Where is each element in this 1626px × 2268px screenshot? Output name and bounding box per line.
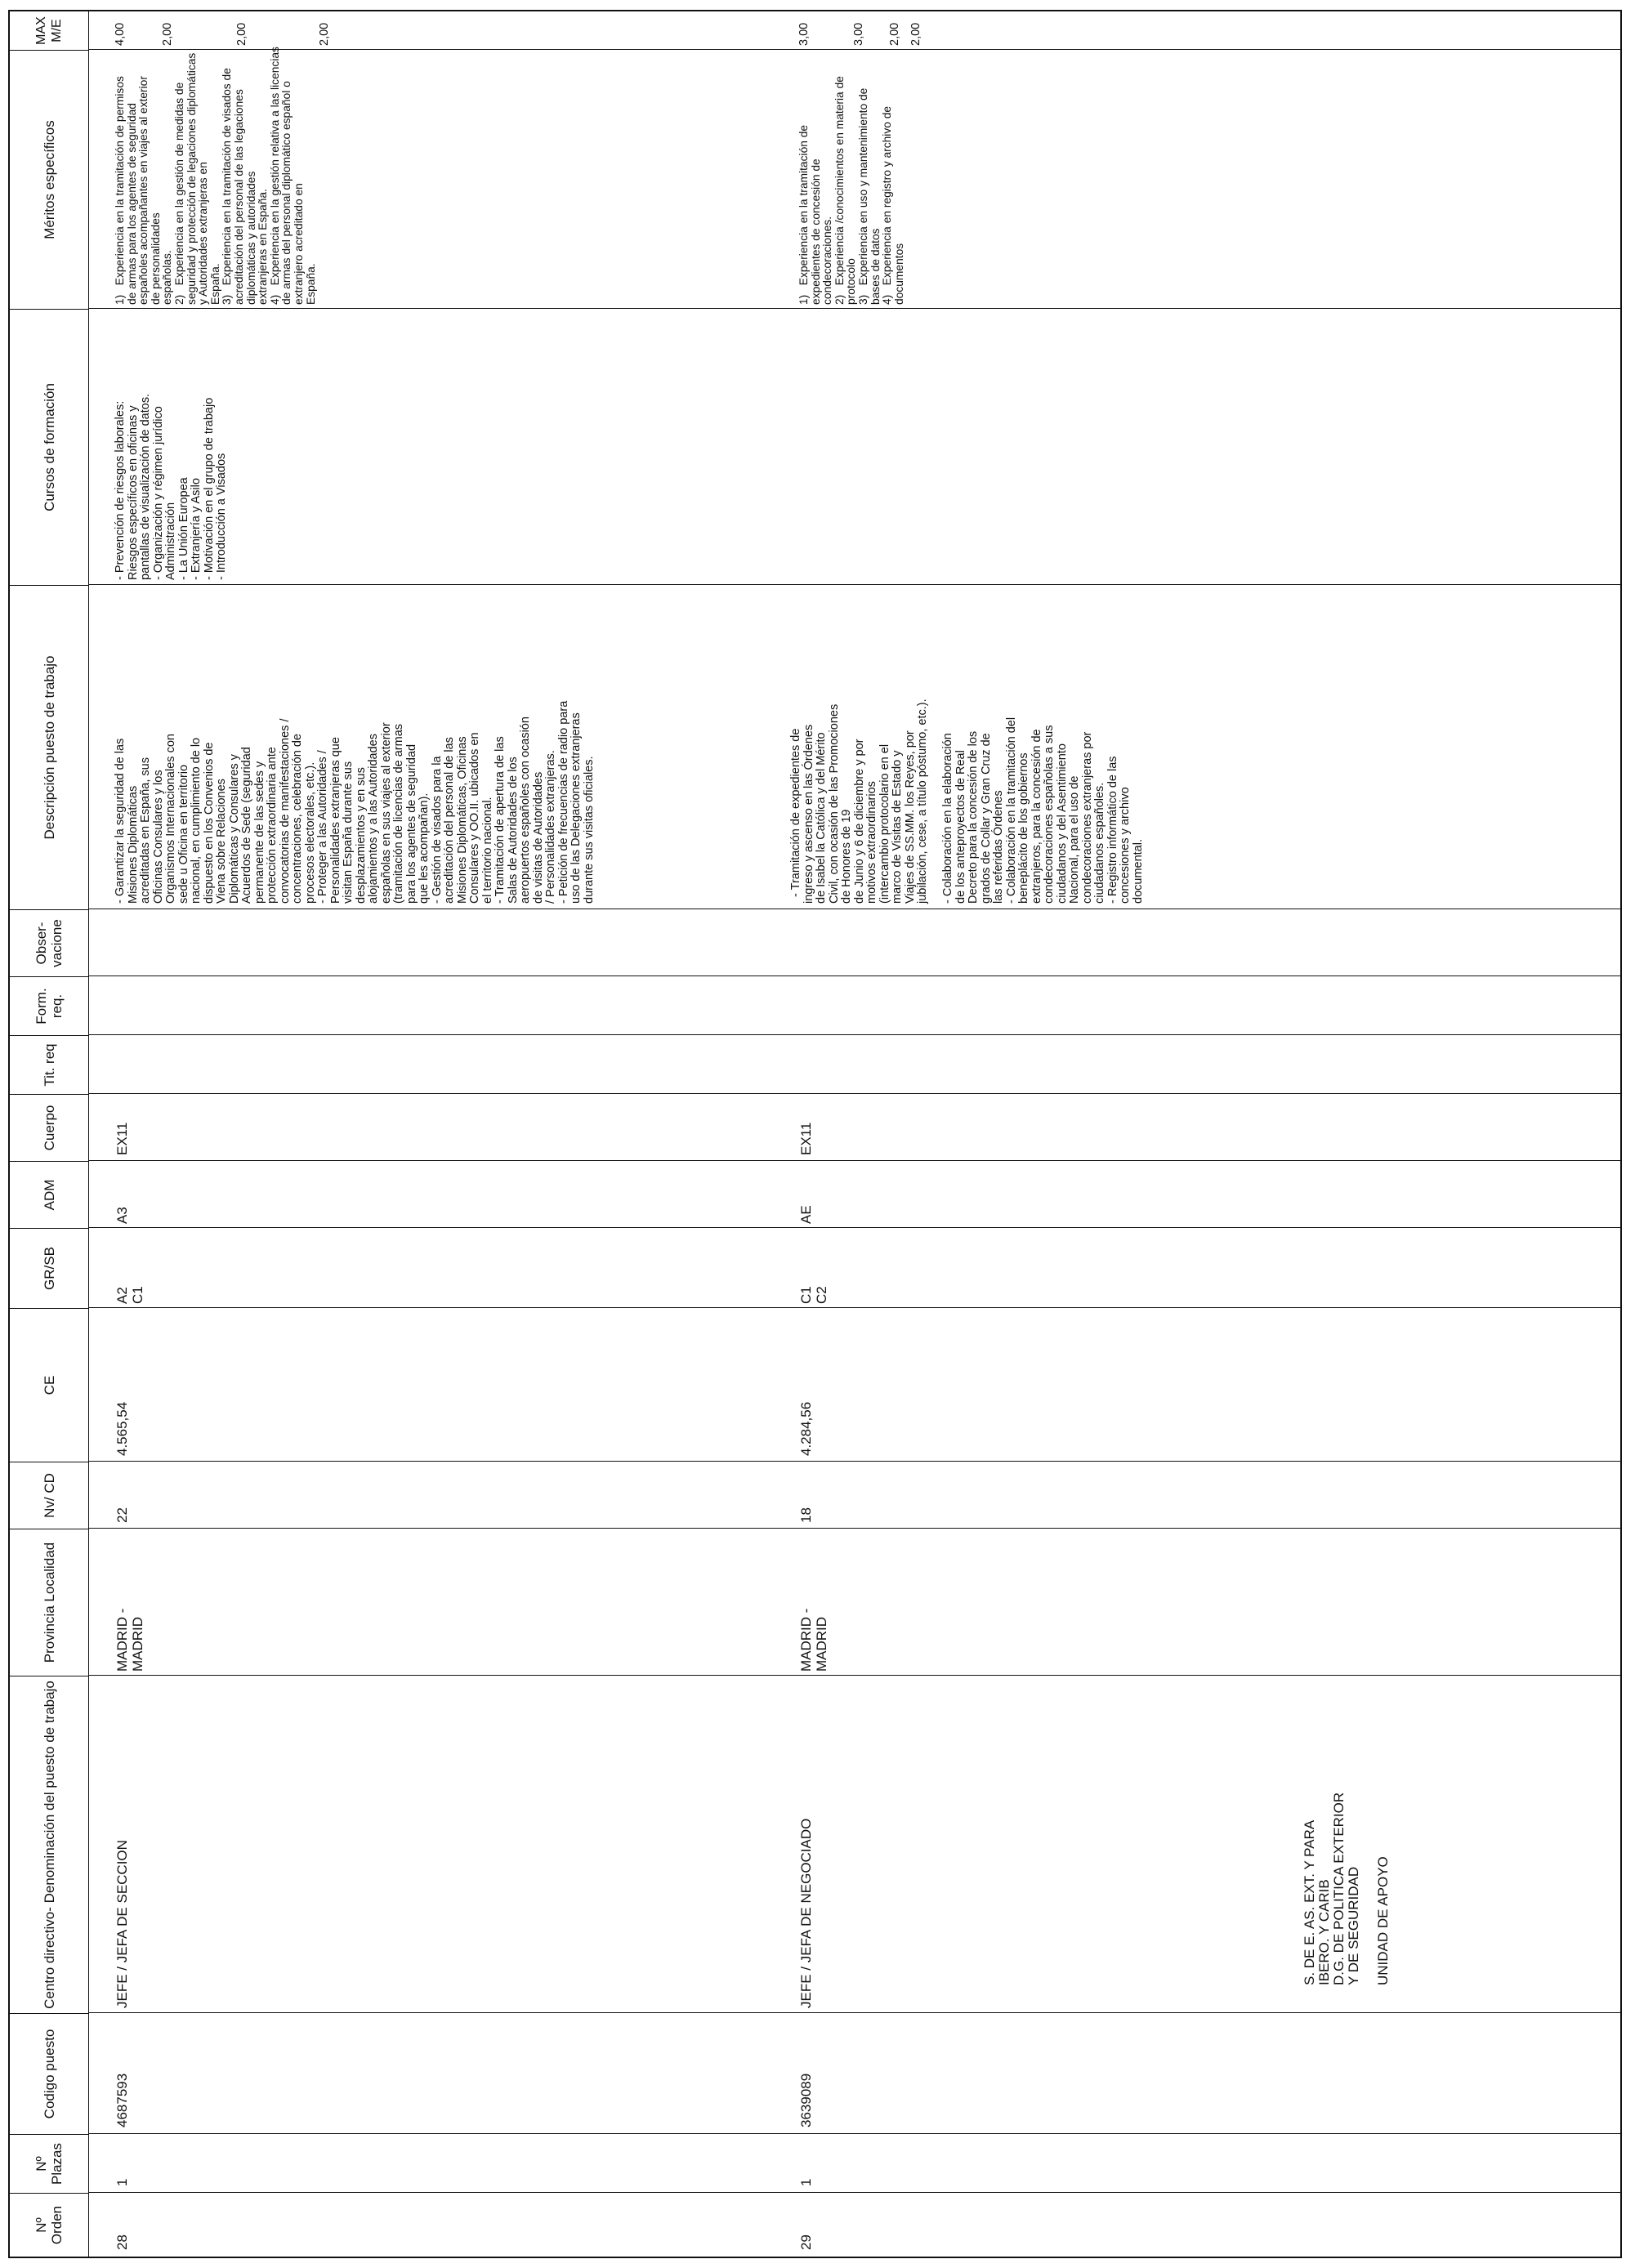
row28-plazas: 1	[114, 2178, 130, 2186]
row28-descripcion: - Garantizar la seguridad de las Misiones Diplomáticas acreditadas en España, sus Oficinas Consulares y los Organismos Internacionales con sede u Oficina en territorio nacional, en cumplimiento de lo dispuesto en los Convenios de Viena sobre Relaciones Diplomáticas y Consulares y Acuerdos de Sede (seguridad permanente de las sedes y protección extraordinaria ante convocatorias de manifestaciones / concentraciones, celebración de procesos electorales, etc.). - Proteger a las Autoridades / Personalidades extranjeras que visitan España durante sus desplazamientos y en sus alojamientos y a las Autoridades españolas en sus viajes al exterior (tramitación de licencias de armas para los agentes de seguridad que les acompañan). - Gestión de visados para la acreditación del personal de las Misiones Diplomáticas, Oficinas Consulares y OO.II. ubicados en el territorio nacional. - Tramitación de apertura de las Salas de Autoridades de los aeropuertos españoles con ocasión de visitas de Autoridades / Personalidades extranjeras. - Petición de frecuencias de radio para uso de las Delegaciones extranjeras durante sus visitas oficiales.	[114, 700, 596, 904]
row28-meritos: 1) Experiencia en la tramitación de permisos de armas para los agentes de seguridad españoles acompañantes en viajes al exterior de personalidades españolas. 2) Experiencia en la gestión de medidas de seguridad y protección de legaciones diplomáticas y Autoridades extranjeras en España. 3) Experiencia en la tramitación de visados de acreditación del personal de las legaciones diplomáticas y autoridades extranjeras en España. 4) Experiencia en la gestión relativa a las licencias de armas del personal diplomático español o extranjero acreditado en España.	[114, 47, 317, 305]
row29-codigo: 3639089	[798, 2073, 814, 2127]
col-divider	[88, 2192, 1620, 2193]
row28-grupo: A2 C1	[114, 1286, 145, 1304]
row29-max-1: 3,00	[797, 22, 811, 46]
header-codigo: Codigo puesto	[10, 2013, 88, 2134]
header-meritos: Méritos específicos	[10, 50, 88, 309]
row29-grupo: C1 C2	[798, 1286, 829, 1304]
header-ce: CE	[10, 1308, 88, 1462]
header-observaciones: Obser- vacione	[10, 909, 88, 976]
header-descripcion: Descripción puesto de trabajo	[10, 585, 88, 909]
unit-line-5: UNIDAD DE APOYO	[1375, 1856, 1391, 1985]
row28-denominacion: JEFE / JEFA DE SECCION	[114, 1840, 130, 2008]
col-divider	[88, 1034, 1620, 1035]
col-divider	[88, 1160, 1620, 1161]
row28-adm: A3	[114, 1207, 130, 1224]
row28-ce: 4.565,54	[114, 1401, 130, 1456]
row28-orden: 28	[114, 2235, 130, 2250]
row28-codigo: 4687593	[114, 2073, 130, 2127]
row28-nivel: 22	[114, 1507, 130, 1523]
header-max: MAX M/E	[34, 16, 64, 45]
col-divider	[88, 2133, 1620, 2134]
row28-max-4: 2,00	[318, 22, 331, 46]
row29-nivel: 18	[798, 1507, 814, 1523]
row28-max-3: 2,00	[235, 22, 248, 46]
header-cuerpo: Cuerpo	[10, 1094, 88, 1161]
row29-provincia: MADRID - MADRID	[798, 1608, 829, 1672]
header-titulacion: Tit. req	[10, 1035, 88, 1094]
col-divider	[88, 1227, 1620, 1228]
col-divider	[88, 584, 1620, 585]
row29-max-3: 2,00	[888, 22, 901, 46]
unit-line-2: IBERO. Y CARIB	[1316, 1879, 1332, 1985]
unit-line-4: Y DE SEGURIDAD	[1346, 1866, 1361, 1985]
header-separator	[88, 11, 89, 2257]
header-centro: Centro directivo- Denominación del puesto de trabajo	[10, 1676, 88, 2013]
row29-cuerpo: EX11	[798, 1122, 814, 1155]
col-divider	[88, 49, 1620, 50]
unit-line-3: D.G. DE POLITICA EXTERIOR	[1331, 1792, 1347, 1985]
row29-plazas: 1	[798, 2178, 814, 2186]
row28-cursos: - Prevención de riesgos laborales: Riesgos específicos en oficinas y pantallas de visualización de datos. - Organización y régimen jurídico Administración - La Unión Europea - Extranjería y Asilo - Motivación en el grupo de trabajo - Introducción a Visados	[114, 393, 228, 580]
header-formacion: Form. req.	[10, 976, 88, 1035]
row29-descripcion: - Tramitación de expedientes de ingreso y ascenso en las Órdenes de Isabel la Católica y del Mérito Civil, con ocasión de las Promociones de Honores de 19 de Junio y 6 de diciembre y por motivos extraordinarios (intercambio protocolario en el marco de Visitas de Estado y Viajes de SS.MM. los Reyes, por jubilación, cese, a título póstumo, etc.). - Colaboración en la elaboración de los anteproyectos de Real Decreto para la concesión de los grados de Collar y Gran Cruz de las referidas Órdenes - Colaboración en la tramitación del beneplácito de los gobiernos extranjeros, para la concesión de condecoraciones españolas a sus ciudadanos y del Asentimiento Nacional, para el uso de condecoraciones extranjeras por ciudadanos españoles. - Registro informático de las concesiones y archivo documental.	[789, 699, 1145, 904]
header-orden: Nº Orden	[10, 2193, 88, 2257]
header-cursos: Cursos de formación	[10, 309, 88, 585]
header-grupo: GR/SB	[10, 1228, 88, 1308]
header-provincia: Provincia Localidad	[10, 1529, 88, 1676]
col-divider	[88, 1307, 1620, 1308]
row28-max-2: 2,00	[161, 22, 174, 46]
unit-heading	[1302, 1793, 1391, 1985]
row29-denominacion: JEFE / JEFA DE NEGOCIADO	[798, 1818, 814, 2008]
row28-cuerpo: EX11	[114, 1122, 130, 1155]
row29-max-4: 2,00	[909, 22, 922, 46]
table-frame	[8, 10, 1622, 2258]
row29-orden: 29	[798, 2235, 814, 2250]
header-nivel: Nv/ CD	[10, 1462, 88, 1529]
col-divider	[88, 1675, 1620, 1676]
row29-meritos: 1) Experiencia en la tramitación de expedientes de concesión de condecoraciones. 2) Experiencia /conocimientos en materia de protocolo 3) Experiencia en uso y mantenimiento de bases de datos 4) Experiencia en registro y archivo de documentos	[797, 76, 905, 305]
row28-provincia: MADRID - MADRID	[114, 1608, 145, 1672]
col-divider	[88, 1461, 1620, 1462]
col-divider	[88, 308, 1620, 309]
row29-adm: AE	[798, 1205, 814, 1224]
header-plazas: Nº Plazas	[10, 2134, 88, 2193]
row28-max-1: 4,00	[114, 22, 127, 46]
col-divider	[88, 1093, 1620, 1094]
header-adm: ADM	[10, 1161, 88, 1228]
row29-max-2: 3,00	[852, 22, 865, 46]
col-divider	[88, 1528, 1620, 1529]
unit-line-1: S. DE E. AS. EXT. Y PARA	[1302, 1819, 1317, 1985]
row29-ce: 4.284,56	[798, 1401, 814, 1456]
col-divider	[88, 2012, 1620, 2013]
